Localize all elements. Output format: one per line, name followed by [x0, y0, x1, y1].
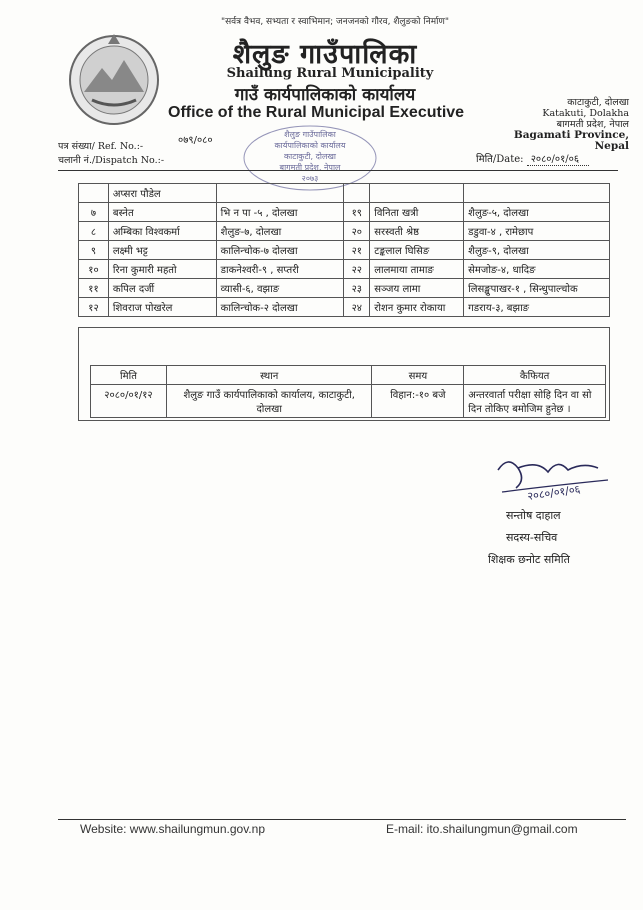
- table-row: [79, 203, 610, 222]
- date-label: मिति/Date:: [476, 154, 524, 165]
- schedule-place: शैलुङ गाउँ कार्यपालिकाको कार्यालय, काटाकुटी, दोलखा: [166, 385, 372, 418]
- footer-divider: [58, 819, 626, 820]
- cell-name1: कपिल दर्जी: [108, 279, 216, 298]
- schedule-header-remark: कैफियत: [464, 366, 606, 385]
- table-row: [79, 241, 610, 260]
- header-divider: [58, 170, 618, 171]
- cell-n2: [344, 184, 370, 203]
- cell-addr1: डाकनेश्वरी-९ , सप्तरी: [216, 260, 344, 279]
- cell-addr2: सेमजोङ-४, धादिङ: [464, 260, 610, 279]
- title-nepali: शैलुङ गाउँपालिका: [232, 39, 418, 70]
- cell-name1: शिवराज पोखरेल: [108, 298, 216, 317]
- address-block: [489, 97, 629, 152]
- cell-n2: २१: [344, 241, 370, 260]
- cell-name2: [370, 184, 464, 203]
- cell-n2: १९: [344, 203, 370, 222]
- stamp-line-5: २०७३: [301, 174, 319, 183]
- cell-addr2: डडुवा-४ , रामेछाप: [464, 222, 610, 241]
- motto: "सर्वत्र वैभव, सभ्यता र स्वाभिमान; जनजनको गौरव, शैलुङको निर्माण": [220, 17, 450, 27]
- cell-n2: २३: [344, 279, 370, 298]
- footer-website[interactable]: Website: www.shailungmun.gov.np: [80, 822, 265, 836]
- signature-image: [488, 450, 638, 510]
- cell-name1: अम्बिका विश्वकर्मा: [108, 222, 216, 241]
- cell-name2: सञ्जय लामा: [370, 279, 464, 298]
- cell-addr2: शैलुङ-५, दोलखा: [464, 203, 610, 222]
- cell-addr1: शैलुङ-७, दोलखा: [216, 222, 344, 241]
- cell-addr1: कालिन्चोक-७ दोलखा: [216, 241, 344, 260]
- ref-number: ०७९/०८०: [178, 135, 213, 146]
- ref-block: [58, 140, 164, 168]
- date-field: [476, 151, 589, 165]
- schedule-remark: अन्तरवार्ता परीक्षा सोहि दिन वा सो दिन तोकिए बमोजिम हुनेछ ।: [464, 385, 606, 418]
- address-np-1: काटाकुटी, दोलखा: [567, 97, 629, 108]
- signer-name: सन्तोष दाहाल: [506, 509, 561, 522]
- ref-label: पत्र संख्या/ Ref. No.:-: [58, 141, 144, 152]
- schedule-time: विहान:-१० बजे: [372, 385, 464, 418]
- stamp-line-4: बागमती प्रदेश, नेपाल: [279, 163, 341, 172]
- cell-addr2: गडराय-३, बझाङ: [464, 298, 610, 317]
- cell-name1: अप्सरा पौडेल: [108, 184, 216, 203]
- address-en-2: Bagamati Province, Nepal: [513, 129, 629, 152]
- cell-name2: विनिता खत्री: [370, 203, 464, 222]
- signature-date: २०८०/०१/०६: [526, 482, 582, 503]
- cell-addr1: [216, 184, 344, 203]
- footer-email[interactable]: E-mail: ito.shailungmun@gmail.com: [386, 822, 578, 836]
- cell-name1: बस्नेत: [108, 203, 216, 222]
- schedule-header-time: समय: [372, 366, 464, 385]
- address-en-1: Katakuti, Dolakha: [542, 108, 629, 119]
- cell-addr1: व्यासी-६, वझाङ: [216, 279, 344, 298]
- cell-addr1: भि न पा -५ , दोलखा: [216, 203, 344, 222]
- table-row: [79, 298, 610, 317]
- cell-n1: ९: [79, 241, 109, 260]
- cell-addr1: कालिन्चोक-२ दोलखा: [216, 298, 344, 317]
- schedule-table: [90, 365, 606, 418]
- cell-name1: रिना कुमारी महतो: [108, 260, 216, 279]
- cell-n1: १२: [79, 298, 109, 317]
- title-english: Shailung Rural Municipality: [226, 66, 434, 81]
- candidates-table: [78, 183, 610, 317]
- schedule-date: २०८०/०१/१२: [91, 385, 167, 418]
- signer-role: सदस्य-सचिव: [506, 531, 558, 544]
- signer-block: [488, 505, 626, 571]
- date-value: २०८०/०१/०६: [527, 154, 589, 166]
- cell-addr2: लिसङ्खुपाखर-१ , सिन्धुपाल्चोक: [464, 279, 610, 298]
- table-row: [79, 184, 610, 203]
- cell-n1: ११: [79, 279, 109, 298]
- cell-n2: २०: [344, 222, 370, 241]
- office-english: Office of the Rural Municipal Executive: [168, 104, 465, 121]
- table-row: [79, 222, 610, 241]
- cell-name2: रोशन कुमार रोकाया: [370, 298, 464, 317]
- cell-n1: ८: [79, 222, 109, 241]
- cell-name2: सरस्वती श्रेष्ठ: [370, 222, 464, 241]
- cell-n1: ७: [79, 203, 109, 222]
- cell-name2: टङ्कलाल घिसिङ: [370, 241, 464, 260]
- stamp-line-2: कार्यपालिकाको कार्यालय: [274, 141, 346, 150]
- cell-addr2: [464, 184, 610, 203]
- stamp-line-1: शैलुङ गाउँपालिका: [284, 130, 336, 139]
- signer-committee: शिक्षक छनोट समिति: [488, 553, 570, 566]
- cell-n2: २४: [344, 298, 370, 317]
- cell-name1: लक्ष्मी भट्ट: [108, 241, 216, 260]
- stamp-line-3: काटाकुटी, दोलखा: [283, 152, 337, 161]
- schedule-header-place: स्थान: [166, 366, 372, 385]
- cell-n1: १०: [79, 260, 109, 279]
- cell-name2: लालमाया तामाङ: [370, 260, 464, 279]
- table-row: [79, 260, 610, 279]
- office-nepali: गाउँ कार्यपालिकाको कार्यालय: [234, 85, 416, 105]
- dispatch-label: चलानी नं./Dispatch No.:-: [58, 155, 165, 166]
- cell-n1: [79, 184, 109, 203]
- address-np-2: बागमती प्रदेश, नेपाल: [556, 119, 629, 130]
- cell-addr2: शैलुङ-९, दोलखा: [464, 241, 610, 260]
- schedule-header-date: मिति: [91, 366, 167, 385]
- emblem-icon: [64, 30, 164, 130]
- table-row: [79, 279, 610, 298]
- cell-n2: २२: [344, 260, 370, 279]
